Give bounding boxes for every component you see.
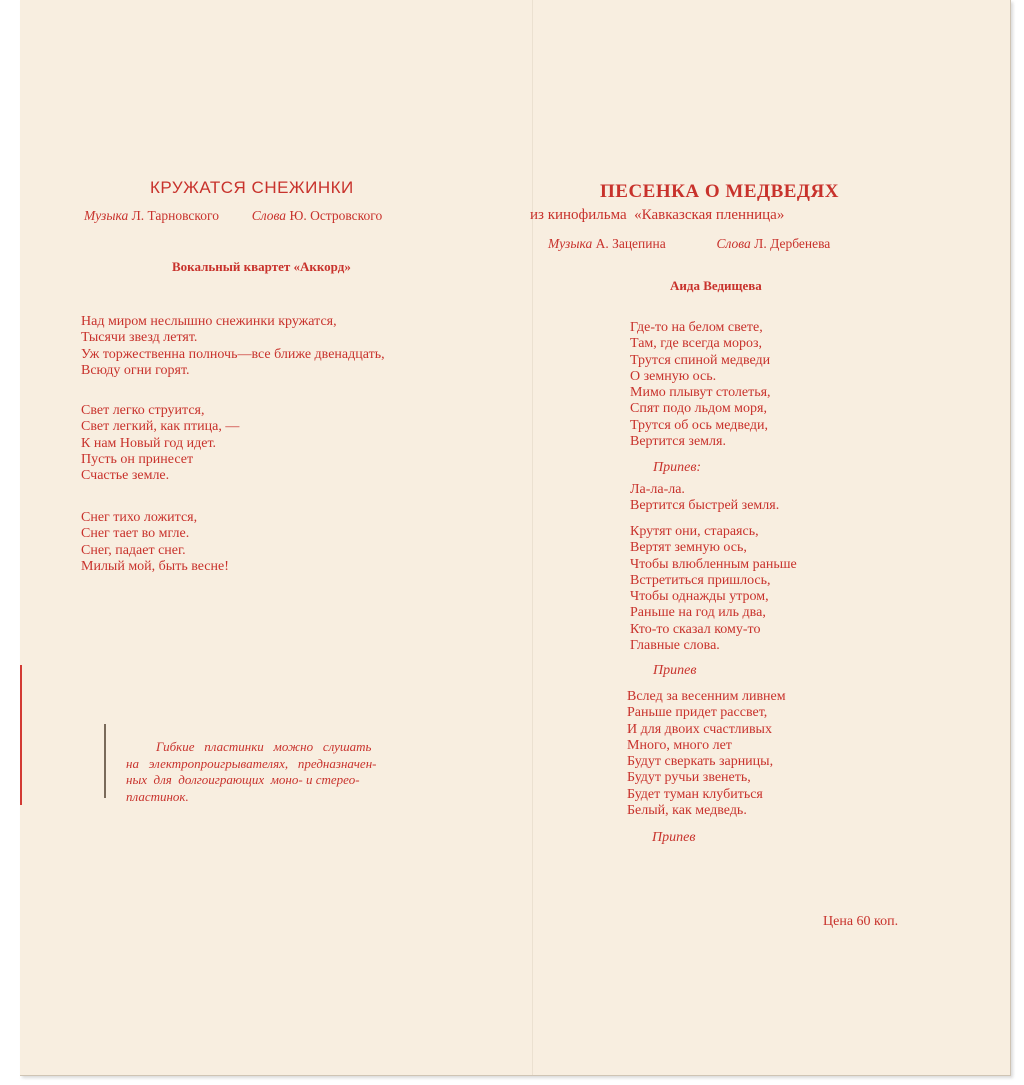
lyricist: Ю. Островского [289, 208, 383, 223]
music-label: Музыка [84, 208, 129, 223]
lyric-line: Вертят земную ось, [630, 540, 747, 556]
lyric-line: Чтобы влюбленным раньше [630, 556, 797, 572]
lyricist: Л. Дербенева [754, 236, 831, 251]
lyric-line: Раньше на год иль два, [630, 605, 766, 621]
music-label: Музыка [548, 236, 593, 251]
lyric-line: Раньше придет рассвет, [627, 705, 768, 721]
right-stanza-3 [627, 689, 786, 819]
note-line: на электропроигрывателях, предназначен- [126, 755, 377, 771]
lyric-line: Чтобы однажды утром, [630, 589, 769, 605]
lyric-line: Трутся спиной медведи [630, 352, 771, 368]
lyric-line: Снег тихо ложится, [81, 510, 198, 525]
lyric-line: Главные слова. [630, 638, 720, 654]
right-stanza-1 [630, 320, 771, 450]
lyric-line: Мимо плывут столетья, [630, 385, 771, 401]
composer: Л. Тарновского [131, 208, 219, 223]
right-song-credits [548, 236, 830, 252]
lyric-line: Трутся об ось медведи, [630, 417, 769, 433]
lyric-line: Где-то на белом свете, [630, 320, 763, 335]
right-song-performer: Аида Ведищева [670, 278, 762, 293]
price-label: Цена 60 коп. [823, 914, 899, 929]
lyric-line: Кто-то сказал кому-то [630, 621, 761, 637]
lyric-line: Снег тает во мгле. [81, 526, 190, 542]
lyric-line: Будут сверкать зарницы, [627, 754, 774, 770]
note-line: пластинок. [126, 788, 189, 804]
lyric-line: Крутят они, стараясь, [630, 524, 759, 539]
lyric-line: Встретиться пришлось, [630, 572, 771, 588]
lyric-line: Вслед за весенним ливнем [627, 689, 786, 704]
lyric-line: Тысячи звезд летят. [81, 330, 198, 346]
words-label: Слова [716, 236, 751, 251]
composer: А. Зацепина [595, 236, 666, 251]
lyric-line: Над миром неслышно снежинки кружатся, [81, 314, 337, 329]
left-song-performer: Вокальный квартет «Аккорд» [172, 259, 351, 274]
left-stanza-2 [81, 403, 239, 484]
playback-note [126, 739, 478, 805]
center-fold [532, 0, 533, 1075]
lyric-line: О земную ось. [630, 368, 717, 384]
lyric-line: Ла-ла-ла. [630, 482, 685, 497]
lyric-line: И для двоих счастливых [627, 721, 772, 737]
left-song-title: КРУЖАТСЯ СНЕЖИНКИ [150, 178, 354, 197]
note-line: ных для долгоиграющих моно- и стерео- [126, 772, 360, 787]
lyric-line: К нам Новый год идет. [81, 435, 217, 451]
lyric-line: Всюду огни горят. [81, 362, 190, 378]
lyric-line: Пусть он принесет [81, 451, 194, 467]
lyric-line: Спят подо льдом моря, [630, 401, 767, 417]
left-stanza-3 [81, 510, 229, 575]
left-song-credits [84, 208, 382, 224]
lyric-line: Снег, падает снег. [81, 542, 186, 558]
right-song-subtitle: из кинофильма «Кавказская пленница» [530, 207, 785, 223]
lyric-line: Свет легкий, как птица, — [81, 419, 240, 435]
left-edge-red-mark [20, 665, 22, 805]
lyric-line: Вертится земля. [630, 434, 726, 450]
note-line: Гибкие пластинки можно слушать [156, 739, 372, 754]
lyric-line: Счастье земле. [81, 468, 170, 484]
words-label: Слова [251, 208, 287, 223]
right-chorus [630, 482, 779, 515]
right-song-title: ПЕСЕНКА О МЕДВЕДЯХ [600, 181, 839, 202]
chorus-label-3: Припев [652, 830, 696, 845]
lyric-line: Уж торжественна полночь—все ближе двенадцать, [81, 346, 385, 362]
note-margin-bar [104, 724, 106, 798]
lyric-line: Свет легко струится, [81, 403, 205, 418]
lyric-line: Там, где всегда мороз, [630, 336, 763, 352]
left-stanza-1 [81, 314, 385, 379]
lyric-line: Будут ручьи звенеть, [627, 770, 751, 786]
right-stanza-2 [630, 524, 797, 654]
chorus-label-1: Припев: [653, 460, 702, 475]
lyric-line: Милый мой, быть весне! [81, 558, 229, 574]
lyric-line: Много, много лет [627, 737, 732, 753]
lyric-line: Белый, как медведь. [627, 803, 747, 819]
lyric-line: Будет туман клубиться [627, 786, 763, 802]
chorus-label-2: Припев [653, 663, 697, 678]
lyric-line: Вертится быстрей земля. [630, 498, 780, 514]
